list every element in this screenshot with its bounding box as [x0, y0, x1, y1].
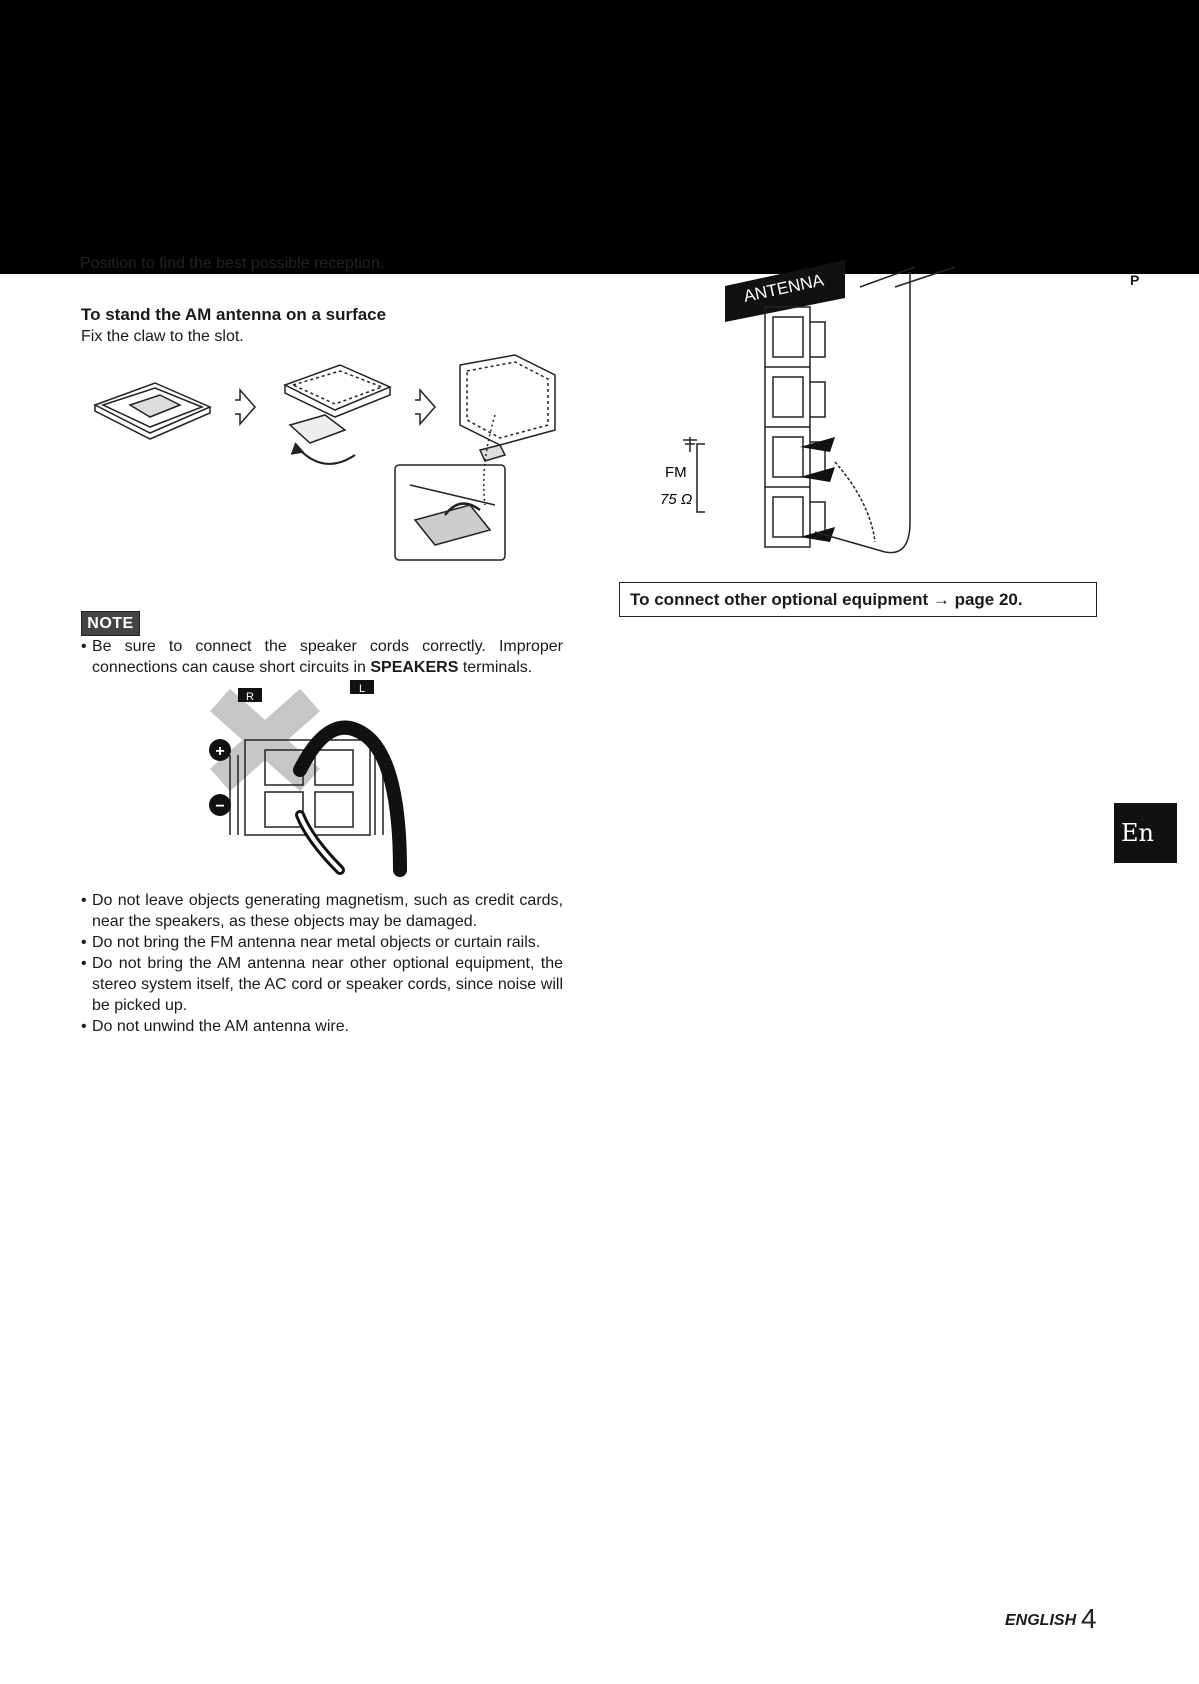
arrow-icon: [415, 390, 435, 424]
note-text-end: terminals.: [458, 659, 533, 676]
note-item: [81, 636, 563, 678]
stand-antenna-instruction: Fix the claw to the slot.: [81, 328, 244, 345]
page-number: 4: [1081, 1603, 1097, 1634]
claw-detail-inset: [395, 465, 505, 560]
plus-sign: +: [215, 743, 225, 760]
note-item: • Do not unwind the AM antenna wire.: [81, 1016, 563, 1037]
fm-label: FM: [665, 464, 687, 481]
antenna-terminal-illustration: [660, 270, 985, 572]
r-label: R: [246, 691, 254, 703]
note-text: Be sure to connect the speaker cords correctly. Improper connections can cause short circuits in: [92, 638, 563, 676]
am-antenna-standing: [460, 355, 555, 505]
speaker-terminal-illustration: [200, 680, 460, 880]
arrow-icon: [235, 390, 255, 424]
am-antenna-claw: [285, 365, 390, 464]
cut-off-text-line: [80, 255, 385, 274]
edge-section-letter: P: [1130, 272, 1140, 288]
fm-antenna-wire: [815, 267, 955, 553]
black-header-band: [0, 0, 1199, 274]
stand-antenna-heading: To stand the AM antenna on a surface: [81, 305, 387, 324]
l-label: L: [358, 683, 366, 695]
note-badge: NOTE: [81, 611, 140, 636]
language-tab[interactable]: En: [1114, 803, 1177, 863]
impedance-label: 75 Ω: [660, 491, 693, 508]
footer-language-label: ENGLISH: [1005, 1612, 1077, 1629]
antenna-panel-label: ANTENNA: [741, 270, 826, 306]
note-item: • Do not leave objects generating magnetism, such as credit cards, near the speakers, as these objects may be damaged.: [81, 890, 563, 932]
note-item: • Do not bring the FM antenna near metal objects or curtain rails.: [81, 932, 563, 953]
note-bold-term: SPEAKERS: [370, 659, 459, 676]
notes-list-first: [81, 636, 563, 678]
arrow-icon: [800, 437, 835, 542]
terminal-stack: [765, 307, 825, 547]
cut-off-text: Position to find the best possible reception.: [80, 255, 385, 272]
minus-sign: −: [215, 798, 225, 815]
note-item: • Do not bring the AM antenna near other optional equipment, the stereo system itself, the AC cord or speaker cords, since noise will be picked up.: [81, 953, 563, 1016]
optional-equipment-callout: To connect other optional equipment → page 20.: [619, 582, 1097, 617]
am-antenna-flat: [95, 383, 210, 439]
notes-list-second: [81, 890, 563, 1037]
am-antenna-illustration: [85, 355, 565, 565]
